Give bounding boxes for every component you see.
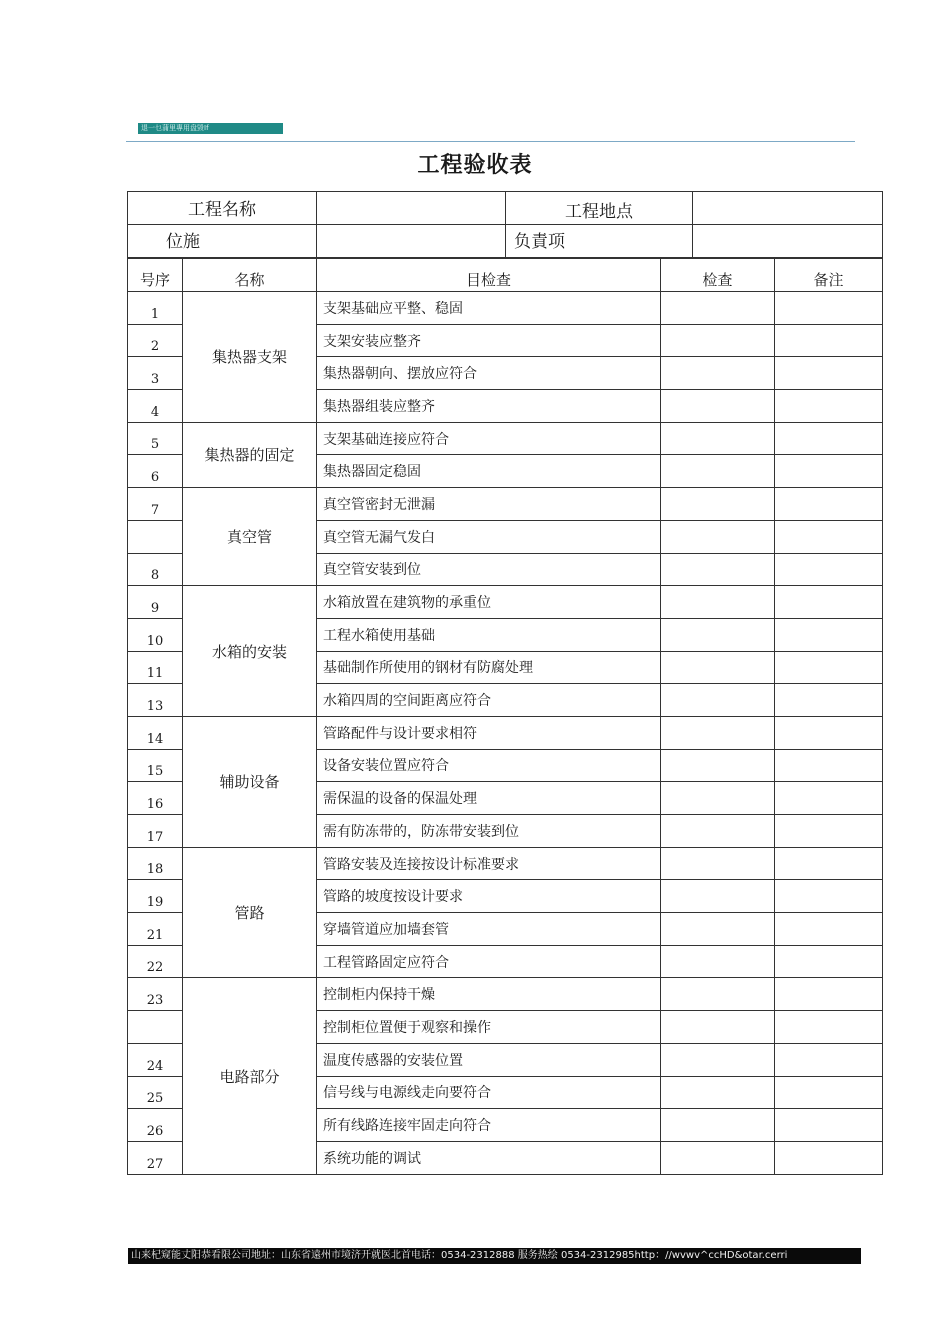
row-number: 5 xyxy=(128,422,183,455)
inspection-item: 支架基础连接应符合 xyxy=(317,422,661,455)
note-cell[interactable] xyxy=(775,422,883,455)
note-cell[interactable] xyxy=(775,1141,883,1174)
row-number: 4 xyxy=(128,390,183,423)
note-cell[interactable] xyxy=(775,847,883,880)
inspection-item: 水箱四周的空间距离应符合 xyxy=(317,684,661,717)
result-cell[interactable] xyxy=(661,782,775,815)
note-cell[interactable] xyxy=(775,357,883,390)
row-number: 14 xyxy=(128,716,183,749)
column-header-seq: 号序 xyxy=(128,259,183,292)
note-cell[interactable] xyxy=(775,324,883,357)
result-cell[interactable] xyxy=(661,292,775,325)
inspection-item: 管路配件与设计要求相符 xyxy=(317,716,661,749)
inspection-item: 工程管路固定应符合 xyxy=(317,945,661,978)
note-cell[interactable] xyxy=(775,1076,883,1109)
note-cell[interactable] xyxy=(775,553,883,586)
row-number: 17 xyxy=(128,815,183,848)
result-cell[interactable] xyxy=(661,357,775,390)
note-cell[interactable] xyxy=(775,1011,883,1044)
note-cell[interactable] xyxy=(775,618,883,651)
person-label: 负責项 xyxy=(506,225,693,258)
row-number: 10 xyxy=(128,618,183,651)
result-cell[interactable] xyxy=(661,1076,775,1109)
inspection-item: 控制柜内保持干燥 xyxy=(317,978,661,1011)
inspection-item: 真空管密封无泄漏 xyxy=(317,488,661,521)
row-number: 2 xyxy=(128,324,183,357)
row-number: 6 xyxy=(128,455,183,488)
inspection-item: 穿墙管道应加墙套管 xyxy=(317,913,661,946)
row-number xyxy=(128,1011,183,1044)
result-cell[interactable] xyxy=(661,913,775,946)
row-number: 16 xyxy=(128,782,183,815)
note-cell[interactable] xyxy=(775,1109,883,1142)
result-cell[interactable] xyxy=(661,684,775,717)
inspection-item: 需有防冻带的，防冻带安装到位 xyxy=(317,815,661,848)
project-name-label: 工程名称 xyxy=(128,192,317,225)
group-name: 集热器支架 xyxy=(183,292,317,423)
row-number: 13 xyxy=(128,684,183,717)
inspection-item: 集热器组装应整齐 xyxy=(317,390,661,423)
unit-label: 位施 xyxy=(128,225,317,258)
table-row xyxy=(128,586,883,619)
inspection-item: 所有线路连接牢固走向符合 xyxy=(317,1109,661,1142)
note-cell[interactable] xyxy=(775,520,883,553)
result-cell[interactable] xyxy=(661,651,775,684)
row-number: 19 xyxy=(128,880,183,913)
result-cell[interactable] xyxy=(661,978,775,1011)
result-cell[interactable] xyxy=(661,520,775,553)
result-cell[interactable] xyxy=(661,422,775,455)
inspection-item: 水箱放置在建筑物的承重位 xyxy=(317,586,661,619)
note-cell[interactable] xyxy=(775,1043,883,1076)
inspection-item: 控制柜位置便于观察和操作 xyxy=(317,1011,661,1044)
inspection-item: 信号线与电源线走向要符合 xyxy=(317,1076,661,1109)
note-cell[interactable] xyxy=(775,292,883,325)
inspection-item: 基础制作所使用的钢材有防腐处理 xyxy=(317,651,661,684)
result-cell[interactable] xyxy=(661,553,775,586)
inspection-item: 设备安装位置应符合 xyxy=(317,749,661,782)
note-cell[interactable] xyxy=(775,586,883,619)
table-row xyxy=(128,422,883,455)
table-row xyxy=(128,847,883,880)
note-cell[interactable] xyxy=(775,945,883,978)
group-name: 辅助设备 xyxy=(183,716,317,847)
row-number: 7 xyxy=(128,488,183,521)
inspection-item: 工程水箱使用基础 xyxy=(317,618,661,651)
project-location-label: 工程地点 xyxy=(506,192,693,225)
group-name: 集热器的固定 xyxy=(183,422,317,487)
note-cell[interactable] xyxy=(775,880,883,913)
result-cell[interactable] xyxy=(661,815,775,848)
inspection-item: 集热器朝向、摆放应符合 xyxy=(317,357,661,390)
column-header-name: 名称 xyxy=(183,259,317,292)
result-cell[interactable] xyxy=(661,618,775,651)
result-cell[interactable] xyxy=(661,1109,775,1142)
footer-contact: 山来杞窥能丈阳恭看限公司地址：山东省遠州市境济开就医北首电话：0534-2312888 服务热绘 0534-2312985http：//wvwv^ccHD&otar.cerri xyxy=(128,1248,861,1264)
inspection-table xyxy=(127,258,883,1175)
group-name: 电路部分 xyxy=(183,978,317,1174)
note-cell[interactable] xyxy=(775,978,883,1011)
inspection-item: 支架安装应整齐 xyxy=(317,324,661,357)
row-number: 15 xyxy=(128,749,183,782)
group-name: 真空管 xyxy=(183,488,317,586)
inspection-item: 系统功能的调试 xyxy=(317,1141,661,1174)
result-cell[interactable] xyxy=(661,1011,775,1044)
note-cell[interactable] xyxy=(775,815,883,848)
result-cell[interactable] xyxy=(661,1141,775,1174)
project-info-table xyxy=(127,191,883,258)
note-cell[interactable] xyxy=(775,749,883,782)
column-header-result: 检查 xyxy=(661,259,775,292)
result-cell[interactable] xyxy=(661,390,775,423)
inspection-item: 集热器固定稳固 xyxy=(317,455,661,488)
note-cell[interactable] xyxy=(775,913,883,946)
inspection-item: 支架基础应平整、稳固 xyxy=(317,292,661,325)
note-cell[interactable] xyxy=(775,488,883,521)
note-cell[interactable] xyxy=(775,782,883,815)
table-row xyxy=(128,978,883,1011)
project-name-field[interactable] xyxy=(317,192,506,225)
result-cell[interactable] xyxy=(661,488,775,521)
row-number: 3 xyxy=(128,357,183,390)
table-row xyxy=(128,488,883,521)
inspection-item: 温度传感器的安装位置 xyxy=(317,1043,661,1076)
row-number: 21 xyxy=(128,913,183,946)
result-cell[interactable] xyxy=(661,945,775,978)
row-number: 25 xyxy=(128,1076,183,1109)
row-number: 11 xyxy=(128,651,183,684)
note-cell[interactable] xyxy=(775,390,883,423)
row-number xyxy=(128,520,183,553)
group-name: 水箱的安装 xyxy=(183,586,317,717)
inspection-item: 真空管安装到位 xyxy=(317,553,661,586)
row-number: 27 xyxy=(128,1141,183,1174)
header-badge: 退一乜蒲里專用盘毀If xyxy=(138,123,283,134)
inspection-item: 真空管无漏气发白 xyxy=(317,520,661,553)
row-number: 18 xyxy=(128,847,183,880)
row-number: 24 xyxy=(128,1043,183,1076)
group-name: 管路 xyxy=(183,847,317,978)
result-cell[interactable] xyxy=(661,586,775,619)
result-cell[interactable] xyxy=(661,1043,775,1076)
result-cell[interactable] xyxy=(661,847,775,880)
column-header-item: 目检查 xyxy=(317,259,661,292)
result-cell[interactable] xyxy=(661,716,775,749)
row-number: 22 xyxy=(128,945,183,978)
table-row xyxy=(128,716,883,749)
column-header-note: 备注 xyxy=(775,259,883,292)
row-number: 1 xyxy=(128,292,183,325)
result-cell[interactable] xyxy=(661,749,775,782)
result-cell[interactable] xyxy=(661,324,775,357)
row-number: 23 xyxy=(128,978,183,1011)
unit-field[interactable] xyxy=(317,225,506,258)
note-cell[interactable] xyxy=(775,455,883,488)
inspection-item: 管路安装及连接按设计标准要求 xyxy=(317,847,661,880)
inspection-item: 需保温的设备的保温处理 xyxy=(317,782,661,815)
row-number: 9 xyxy=(128,586,183,619)
page-title: 工程验收表 xyxy=(417,152,533,178)
result-cell[interactable] xyxy=(661,455,775,488)
table-row xyxy=(128,292,883,325)
note-cell[interactable] xyxy=(775,684,883,717)
person-field[interactable] xyxy=(693,225,883,258)
note-cell[interactable] xyxy=(775,651,883,684)
row-number: 26 xyxy=(128,1109,183,1142)
row-number: 8 xyxy=(128,553,183,586)
header-rule xyxy=(126,141,855,142)
project-location-field[interactable] xyxy=(693,192,883,225)
note-cell[interactable] xyxy=(775,716,883,749)
inspection-item: 管路的坡度按设计要求 xyxy=(317,880,661,913)
result-cell[interactable] xyxy=(661,880,775,913)
